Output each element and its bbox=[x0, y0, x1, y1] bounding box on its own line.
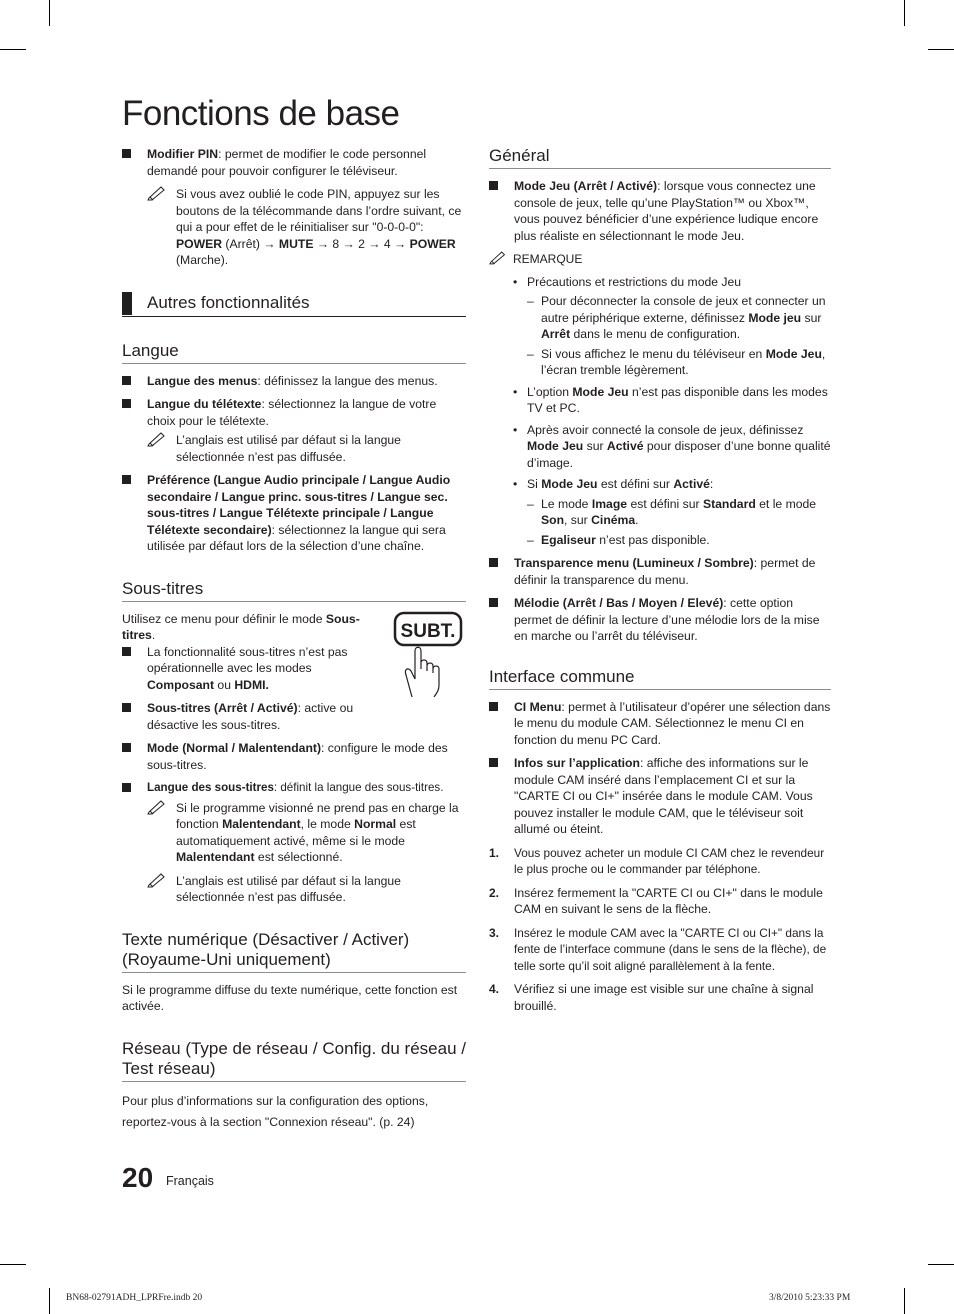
crop-mark bbox=[0, 1264, 26, 1265]
step-item: 1. Vous pouvez acheter un module CI CAM chez le revendeur le plus proche ou le commander par téléphone. bbox=[489, 845, 825, 876]
step-item: 2. Insérez fermement la "CARTE CI ou CI+" dans le module CAM en suivant le sens de la flèche. bbox=[489, 885, 823, 916]
dash-icon: – bbox=[527, 496, 534, 511]
crop-mark bbox=[928, 49, 954, 50]
step-number: 4. bbox=[489, 982, 500, 996]
list-item: Sous-titres (Arrêt / Activé): active ou désactive les sous-titres. bbox=[122, 700, 362, 733]
list-item: Langue du télétexte: sélectionnez la langue de votre choix pour le télétexte. bbox=[122, 396, 466, 429]
bullet-square-icon bbox=[122, 783, 131, 792]
note: L’anglais est utilisé par défaut si la langue sélectionnée n’est pas diffusée. bbox=[147, 873, 466, 906]
bullet-square-icon bbox=[122, 647, 131, 656]
pin-note: Si vous avez oublié le code PIN, appuyez sur les boutons de la télécommande dans l’ordre suivant, ce qui a pour effet de le réinitialiser sur "0-0-0-0": POWER (Arrêt) → MUTE → 8 → 2 → 4 → POWER (Marche). bbox=[147, 186, 466, 269]
subt-label: SUBT. bbox=[400, 620, 456, 642]
bullet-item: • Après avoir connecté la console de jeux, définissez Mode Jeu sur Activé pour disposer d’une bonne qualité d’image. bbox=[513, 422, 831, 470]
imprint-date: 3/8/2010 5:23:33 PM bbox=[769, 1293, 851, 1303]
dash-icon: – bbox=[527, 532, 534, 547]
bullet-square-icon bbox=[122, 149, 131, 158]
dash-item: – Pour déconnecter la console de jeux et connecter un autre périphérique externe, définissez Mode jeu sur Arrêt dans le menu de configuration. bbox=[527, 294, 826, 341]
page-number: 20 bbox=[122, 1162, 154, 1193]
bullet-dot-icon: • bbox=[513, 477, 518, 491]
list-item: Langue des sous-titres: définit la langue des sous-titres. bbox=[122, 780, 466, 797]
dash-icon: – bbox=[527, 346, 534, 361]
list-item: Mode Jeu (Arrêt / Activé): lorsque vous connectez une console de jeux, telle qu’une PlayStation™ ou Xbox™, vous pouvez bénéficier d’une expérience ludique encore plus réaliste en sélectionnant le mode Jeu. bbox=[489, 178, 831, 244]
step-number: 1. bbox=[489, 845, 500, 860]
list-item: Transparence menu (Lumineux / Sombre): permet de définir la transparence du menu. bbox=[489, 555, 831, 588]
list-item: Préférence (Langue Audio principale / Langue Audio secondaire / Langue princ. sous-titres / Langue sec. sous-titres / Langue Télétexte principale / Langue Télétexte secondaire): sélectionnez la langue qui sera utilisée par défaut lors de la sélection d’une chaîne. bbox=[122, 472, 466, 555]
subt-remote-button-icon bbox=[390, 611, 466, 697]
bullet-square-icon bbox=[489, 702, 498, 711]
texte-numerique-text: Si le programme diffuse du texte numérique, cette fonction est activée. bbox=[122, 982, 458, 1013]
bullet-square-icon bbox=[489, 758, 498, 767]
pencil-note-icon bbox=[147, 872, 169, 888]
dash-item: – Le mode Image est défini sur Standard et le mode Son, sur Cinéma. bbox=[527, 496, 817, 527]
remarque-label: REMARQUE bbox=[489, 251, 831, 268]
crop-mark bbox=[928, 1264, 954, 1265]
bullet-square-icon bbox=[489, 598, 498, 607]
step-item: 4. Vérifiez si une image est visible sur une chaîne à signal brouillé. bbox=[489, 982, 814, 1013]
list-item: Infos sur l’application: affiche des informations sur le module CAM inséré dans l’emplacement CI et sur la "CARTE CI ou CI+" insérée dans le module CAM. Vous pouvez installer le module CAM, que le téléviseur soit allumé ou éteint. bbox=[489, 755, 831, 838]
bullet-square-icon bbox=[489, 558, 498, 567]
step-number: 3. bbox=[489, 925, 500, 940]
dash-item: – Si vous affichez le menu du téléviseur en Mode Jeu, l’écran tremble légèrement. bbox=[527, 346, 826, 377]
heading-interface-commune: Interface commune bbox=[489, 667, 831, 690]
list-item: Mode (Normal / Malentendant): configure le mode des sous-titres. bbox=[122, 740, 466, 773]
reseau-text: Pour plus d’informations sur la configuration des options, reportez-vous à la section "Connexion réseau". (p. 24) bbox=[122, 1093, 429, 1129]
section-heading-autres: Autres fonctionnalités bbox=[122, 291, 466, 317]
crop-mark bbox=[904, 0, 905, 26]
heading-reseau: Réseau (Type de réseau / Config. du réseau / Test réseau) bbox=[122, 1039, 466, 1082]
bullet-square-icon bbox=[122, 743, 131, 752]
heading-langue: Langue bbox=[122, 341, 466, 364]
bullet-square-icon bbox=[122, 399, 131, 408]
list-item: La fonctionnalité sous-titres n’est pas opérationnelle avec les modes Composant ou HDMI. bbox=[122, 644, 352, 694]
sous-titres-block: SUBT. Utilisez ce menu pour définir le mode Sous-titres. La fonctionnalité sous-titres n’est pas opérationnelle avec les modes Composant ou HDMI. bbox=[122, 611, 466, 694]
bullet-square-icon bbox=[489, 181, 498, 190]
list-item: CI Menu: permet à l’utilisateur d’opérer une sélection dans le menu du module CAM. Sélectionnez le menu CI en fonction du menu PC Card. bbox=[489, 699, 831, 749]
heading-texte-numerique: Texte numérique (Désactiver / Activer) (Royaume-Uni uniquement) bbox=[122, 930, 466, 973]
pencil-note-icon bbox=[147, 799, 169, 815]
bullet-item: • L’option Mode Jeu n’est pas disponible dans les modes TV et PC. bbox=[513, 384, 828, 415]
crop-mark bbox=[904, 1288, 905, 1314]
imprint-file: BN68-02791ADH_LPRFre.indb 20 bbox=[66, 1293, 203, 1303]
heading-sous-titres: Sous-titres bbox=[122, 579, 466, 602]
bullet-item: • Si Mode Jeu est défini sur Activé: bbox=[513, 477, 714, 491]
note: L’anglais est utilisé par défaut si la langue sélectionnée n’est pas diffusée. bbox=[147, 432, 466, 465]
pin-item: Modifier PIN: permet de modifier le code personnel demandé pour pouvoir configurer le téléviseur. bbox=[122, 146, 466, 179]
dash-item: – Egaliseur n’est pas disponible. bbox=[527, 532, 710, 547]
step-item: 3. Insérez le module CAM avec la "CARTE CI ou CI+" dans la fente de l’interface commune (dans le sens de la flèche), de telle sorte qu’il soit aligné parallèlement à la fente. bbox=[489, 925, 827, 973]
heading-general: Général bbox=[489, 146, 831, 169]
page-language: Français bbox=[166, 1174, 214, 1188]
dash-icon: – bbox=[527, 294, 534, 308]
bullet-dot-icon: • bbox=[513, 384, 518, 399]
bullet-square-icon bbox=[122, 703, 131, 712]
step-number: 2. bbox=[489, 885, 500, 900]
bullet-square-icon bbox=[122, 376, 131, 385]
list-item: Mélodie (Arrêt / Bas / Moyen / Elevé): cette option permet de définir la lecture d’une mélodie lors de la mise en marche ou l’arrêt du téléviseur. bbox=[489, 595, 831, 645]
crop-mark bbox=[49, 0, 50, 26]
right-column bbox=[489, 146, 831, 1021]
crop-mark bbox=[49, 1288, 50, 1314]
pencil-note-icon bbox=[147, 431, 169, 447]
pencil-note-icon bbox=[147, 185, 169, 201]
bullet-square-icon bbox=[122, 475, 131, 484]
list-item: Langue des menus: définissez la langue des menus. bbox=[122, 373, 466, 390]
left-column bbox=[122, 146, 466, 1133]
bullet-dot-icon: • bbox=[513, 422, 518, 437]
bullet-dot-icon: • bbox=[513, 274, 518, 289]
pencil-note-icon bbox=[489, 250, 509, 265]
note: Si le programme visionné ne prend pas en charge la fonction Malentendant, le mode Normal est automatiquement activé, même si le mode Malentendant est sélectionné. bbox=[147, 800, 466, 866]
bullet-item: • Précautions et restrictions du mode Jeu bbox=[513, 274, 742, 289]
heading-bar bbox=[122, 292, 132, 315]
crop-mark bbox=[0, 49, 26, 50]
page-title: Fonctions de base bbox=[122, 94, 400, 133]
